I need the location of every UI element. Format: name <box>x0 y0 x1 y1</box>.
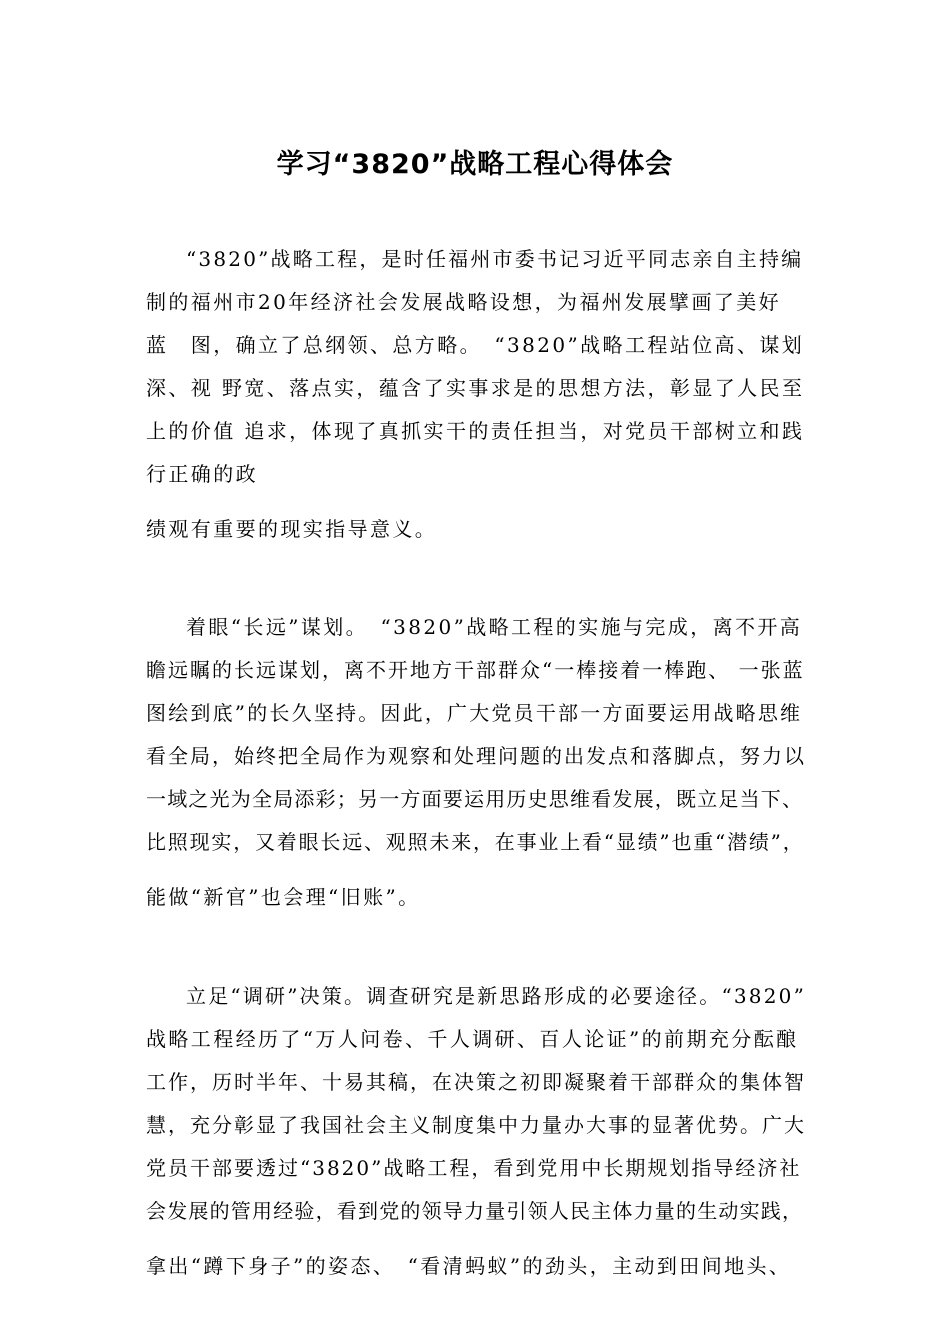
paragraph-2-line-2: 瞻远瞩的长远谋划，离不开地方干部群众“一棒接着一棒跑、 一张蓝 <box>146 658 805 682</box>
paragraph-2-line-5: 一域之光为全局添彩；另一方面要运用历史思维看发展，既立足当下、 <box>146 787 804 811</box>
paragraph-3-line-2: 战略工程经历了“万人问卷、千人调研、百人论证”的前期充分酝酿 <box>146 1027 799 1051</box>
paragraph-1-line-6: 行正确的政 <box>146 462 258 486</box>
paragraph-3-line-1: 立足“调研”决策。调查研究是新思路形成的必要途径。“3820” <box>186 984 806 1008</box>
paragraph-2-line-4: 看全局，始终把全局作为观察和处理问题的出发点和落脚点，努力以 <box>146 744 806 768</box>
paragraph-3-line-4: 慧，充分彰显了我国社会主义制度集中力量办大事的显著优势。广大 <box>146 1113 806 1137</box>
paragraph-3-line-7: 拿出“蹲下身子”的姿态、 “看清蚂蚁”的劲头，主动到田间地头、 <box>146 1254 792 1278</box>
paragraph-3-line-3: 工作，历时半年、十易其稿，在决策之初即凝聚着干部群众的集体智 <box>146 1070 806 1094</box>
paragraph-3-line-5: 党员干部要透过“3820”战略工程，看到党用中长期规划指导经济社 <box>146 1156 802 1180</box>
paragraph-1-line-2: 制的福州市20年经济社会发展战略设想，为福州发展擘画了美好 <box>146 290 782 314</box>
paragraph-2-line-7: 能做“新官”也会理“旧账”。 <box>146 885 421 909</box>
page-title: 学习“3820”战略工程心得体会 <box>276 149 674 180</box>
paragraph-2-line-1: 着眼“长远”谋划。 “3820”战略工程的实施与完成，离不开高 <box>186 615 803 639</box>
paragraph-3-line-6: 会发展的管用经验，看到党的领导力量引领人民主体力量的生动实践， <box>146 1199 804 1223</box>
paragraph-1-line-7: 绩观有重要的现实指导意义。 <box>146 517 438 541</box>
paragraph-2-line-3: 图绘到底”的长久坚持。因此，广大党员干部一方面要运用战略思维 <box>146 701 803 725</box>
paragraph-1-line-5: 上的价值 追求，体现了真抓实干的责任担当，对党员干部树立和践 <box>146 419 805 443</box>
paragraph-1-line-1: “3820”战略工程，是时任福州市委书记习近平同志亲自主持编 <box>186 247 804 271</box>
paragraph-2-line-6: 比照现实，又着眼长远、观照未来，在事业上看“显绩”也重“潜绩”， <box>146 830 805 854</box>
paragraph-1-line-4: 深、视 野宽、落点实，蕴含了实事求是的思想方法，彰显了人民至 <box>146 376 805 400</box>
paragraph-1-line-3: 蓝 图，确立了总纲领、总方略。 “3820”战略工程站位高、谋划 <box>146 333 805 357</box>
